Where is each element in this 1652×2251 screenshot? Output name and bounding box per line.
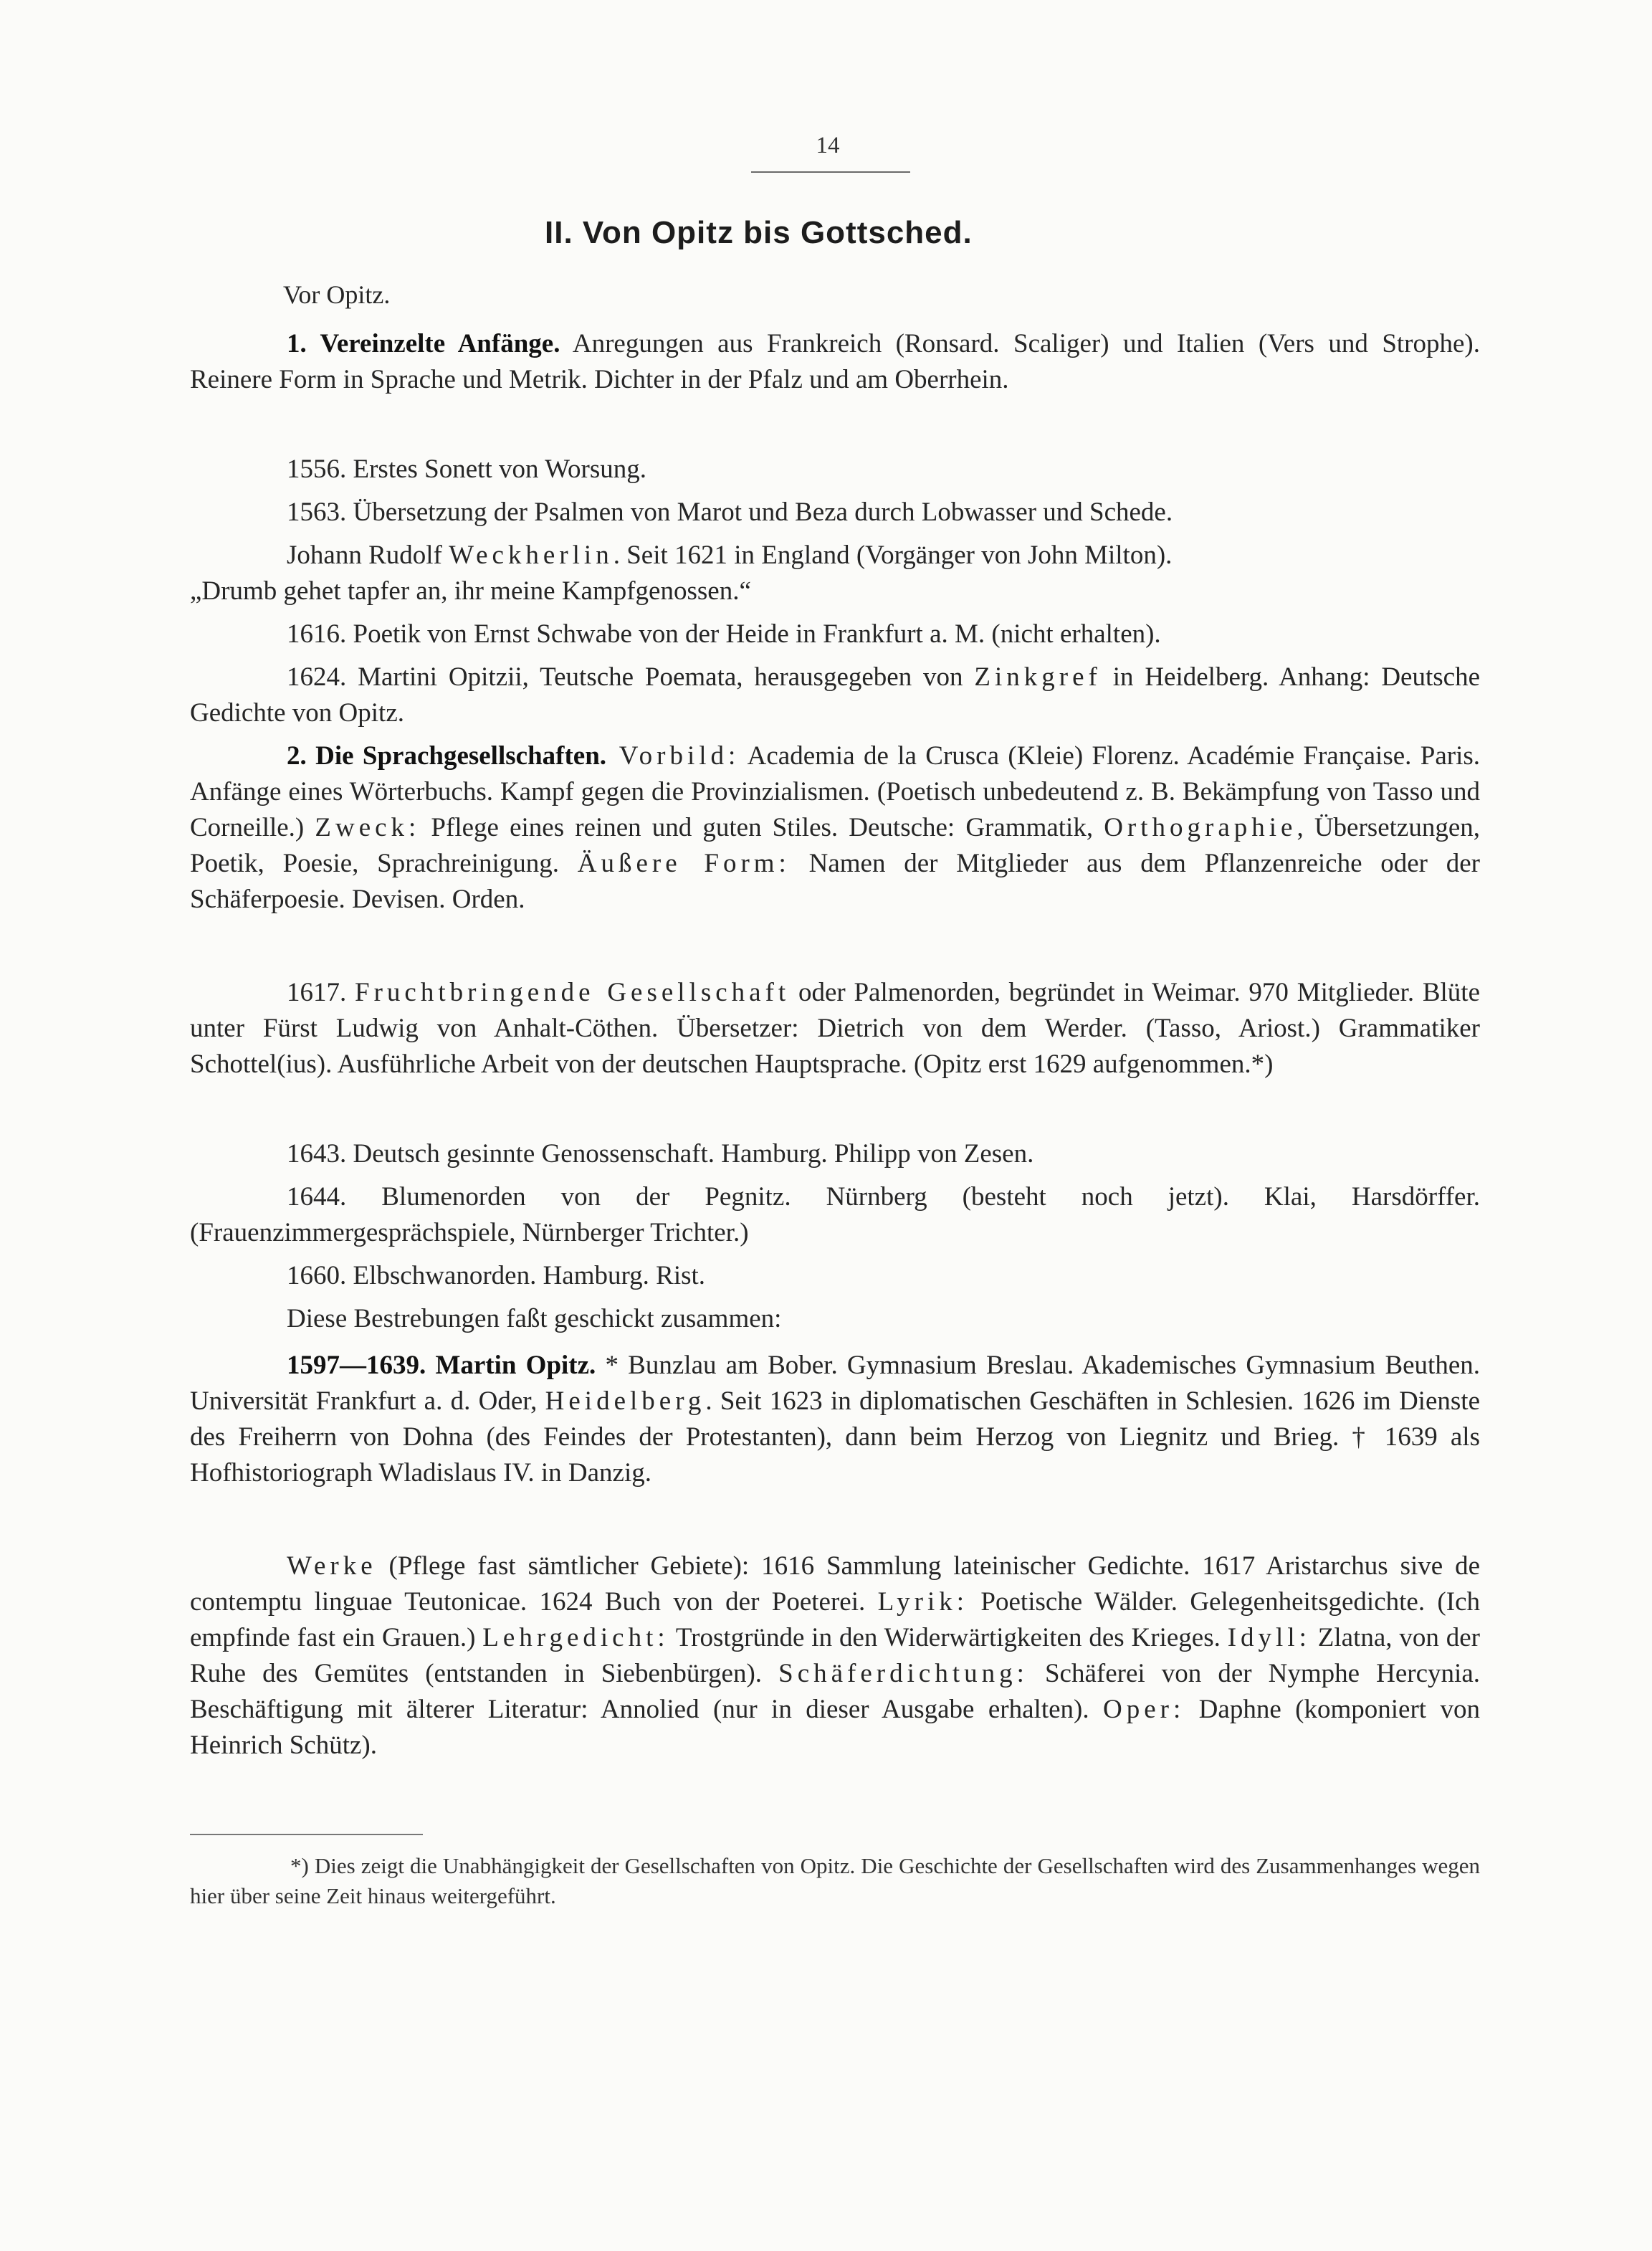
- paragraph-text: Trostgründe in den Widerwärtigkeiten des Krieges.: [669, 1623, 1228, 1652]
- paragraph-text: oder Palmenorden, begründet in Weimar. 970 Mitglieder. Blüte unter Fürst Ludwig von Anhalt-Cöthen. Übersetzer: Dietrich von dem Werder. (Tasso, Ariost.) Grammatiker Schottel(ius). Ausführliche Arbeit von der deutschen Hauptsprache. (Opitz erst 1629 aufgenommen.*): [190, 978, 1481, 1079]
- paragraph-werke: [190, 1548, 1480, 1764]
- paragraph-text: Daphne (komponiert von Heinrich Schütz).: [190, 1695, 1480, 1760]
- chapter-heading: II. Von Opitz bis Gottsched.: [545, 215, 973, 250]
- spaced-term: Lehrgedicht:: [482, 1623, 669, 1652]
- paragraph-quote: „Drumb gehet tapfer an, ihr meine Kampfgenossen.“: [190, 576, 751, 606]
- spaced-term: Vorbild:: [606, 741, 740, 771]
- footnote-rule: [190, 1834, 423, 1835]
- spaced-term: Werke: [287, 1551, 377, 1581]
- paragraph-text: Johann Rudolf: [287, 541, 449, 570]
- paragraph-1556: 1556. Erstes Sonett von Worsung.: [287, 455, 646, 484]
- spaced-name: Weckherlin: [449, 541, 613, 570]
- paragraph-bestrebungen: Diese Bestrebungen faßt geschickt zusammen:: [287, 1304, 782, 1333]
- spaced-term: Idyll:: [1227, 1623, 1311, 1652]
- page-number-rule: [751, 171, 910, 173]
- paragraph-text: Namen der Mitglieder aus dem Pflanzenreiche oder der Schäferpoesie. Devisen. Orden.: [190, 849, 1480, 914]
- paragraph-text: Schäferei von der Nymphe Hercynia. Beschäftigung mit älterer Literatur: Annolied (nur in dieser Ausgabe erhalten).: [190, 1659, 1480, 1724]
- section-head: 1597—1639. Martin Opitz.: [287, 1351, 596, 1380]
- paragraph-text: Academia de la Crusca (Kleie) Florenz. Académie Française. Paris. Anfänge eines Wörterbuchs. Kampf gegen die Provinzialismen. (Poetisch unbedeutend z. B. Bekämpfung von Tasso und Corneille.): [190, 741, 1480, 842]
- paragraph-1616: 1616. Poetik von Ernst Schwabe von der Heide in Frankfurt a. M. (nicht erhalten).: [287, 619, 1161, 649]
- paragraph-1624: [190, 660, 1480, 731]
- paragraph-sprachgesellschaften: [190, 738, 1480, 918]
- paragraph-1617: [190, 975, 1480, 1082]
- paragraph-text: Pflege eines reinen und guten Stiles. Deutsche: Grammatik,: [420, 813, 1104, 842]
- section-head: 2. Die Sprachgesellschaften.: [287, 741, 607, 771]
- paragraph-text: . Seit 1623 in diplomatischen Geschäften in Schlesien. 1626 im Dienste des Freiherrn von Dohna (des Feindes der Protestanten), dann beim Herzog von Liegnitz und Brieg. † 1639 als Hofhistoriograph Wladislaus IV. in Danzig.: [190, 1386, 1480, 1488]
- paragraph-text: * Bunzlau am Bober. Gymnasium Breslau. Akademisches Gymnasium Beuthen. Universität Frankfurt a. d. Oder,: [190, 1351, 1480, 1416]
- spaced-term: Fruchtbringende Gesellschaft: [355, 978, 791, 1007]
- spaced-term: Orthographie: [1104, 813, 1297, 842]
- spaced-term: Zweck:: [315, 813, 421, 842]
- spaced-term: Lyrik:: [877, 1587, 969, 1617]
- paragraph-text: Zlatna, von der Ruhe des Gemütes (entstanden in Siebenbürgen).: [190, 1623, 1481, 1688]
- paragraph-text: 1617.: [287, 978, 355, 1007]
- paragraph-vereinzelte-anfaenge: [190, 326, 1480, 398]
- paragraph-1644: 1644. Blumenorden von der Pegnitz. Nürnberg (besteht noch jetzt). Klai, Harsdörffer. (Frauenzimmergesprächspiele, Nürnberger Trichter.): [190, 1182, 1480, 1247]
- paragraph-text: . Seit 1621 in England (Vorgänger von John Milton).: [613, 541, 1173, 570]
- paragraph-text: Poetische Wälder. Gelegenheitsgedichte. (Ich empfinde fast ein Grauen.): [190, 1587, 1480, 1652]
- paragraph-martin-opitz: [190, 1348, 1480, 1491]
- paragraph-text: , Übersetzungen, Poetik, Poesie, Sprachreinigung.: [190, 813, 1480, 878]
- section-label: Vor Opitz.: [283, 280, 391, 309]
- paragraph-1563: 1563. Übersetzung der Psalmen von Marot und Beza durch Lobwasser und Schede.: [287, 498, 1173, 527]
- paragraph-1643: 1643. Deutsch gesinnte Genossenschaft. Hamburg. Philipp von Zesen.: [287, 1139, 1034, 1169]
- footnote: *) Dies zeigt die Unabhängigkeit der Gesellschaften von Opitz. Die Geschichte der Gesellschaften wird des Zusammenhanges wegen hier über seine Zeit hinaus weitergeführt.: [190, 1853, 1480, 1908]
- paragraph-1660: 1660. Elbschwanorden. Hamburg. Rist.: [287, 1261, 706, 1290]
- paragraph-text: (Pflege fast sämtlicher Gebiete): 1616 Sammlung lateinischer Gedichte. 1617 Aristarchus sive de contemptu linguae Teutonicae. 1624 Buch von der Poeterei.: [190, 1551, 1480, 1617]
- page-number: 14: [816, 133, 840, 158]
- paragraph-text: 1624. Martini Opitzii, Teutsche Poemata, herausgegeben von: [287, 662, 975, 692]
- paragraph-text: Anregungen aus Frankreich (Ronsard. Scaliger) und Italien (Vers und Strophe). Reinere Form in Sprache und Metrik. Dichter in der Pfalz und am Oberrhein.: [190, 329, 1481, 394]
- spaced-name: Heidelberg: [545, 1386, 706, 1416]
- spaced-name: Zinkgref: [974, 662, 1102, 692]
- paragraph-weckherlin: [190, 538, 1480, 574]
- paragraph-text: in Heidelberg. Anhang: Deutsche Gedichte von Opitz.: [190, 662, 1480, 728]
- spaced-term: Oper:: [1103, 1695, 1185, 1724]
- section-head: 1. Vereinzelte Anfänge.: [287, 329, 560, 358]
- spaced-term: Äußere Form:: [577, 849, 791, 878]
- spaced-term: Schäferdichtung:: [778, 1659, 1028, 1688]
